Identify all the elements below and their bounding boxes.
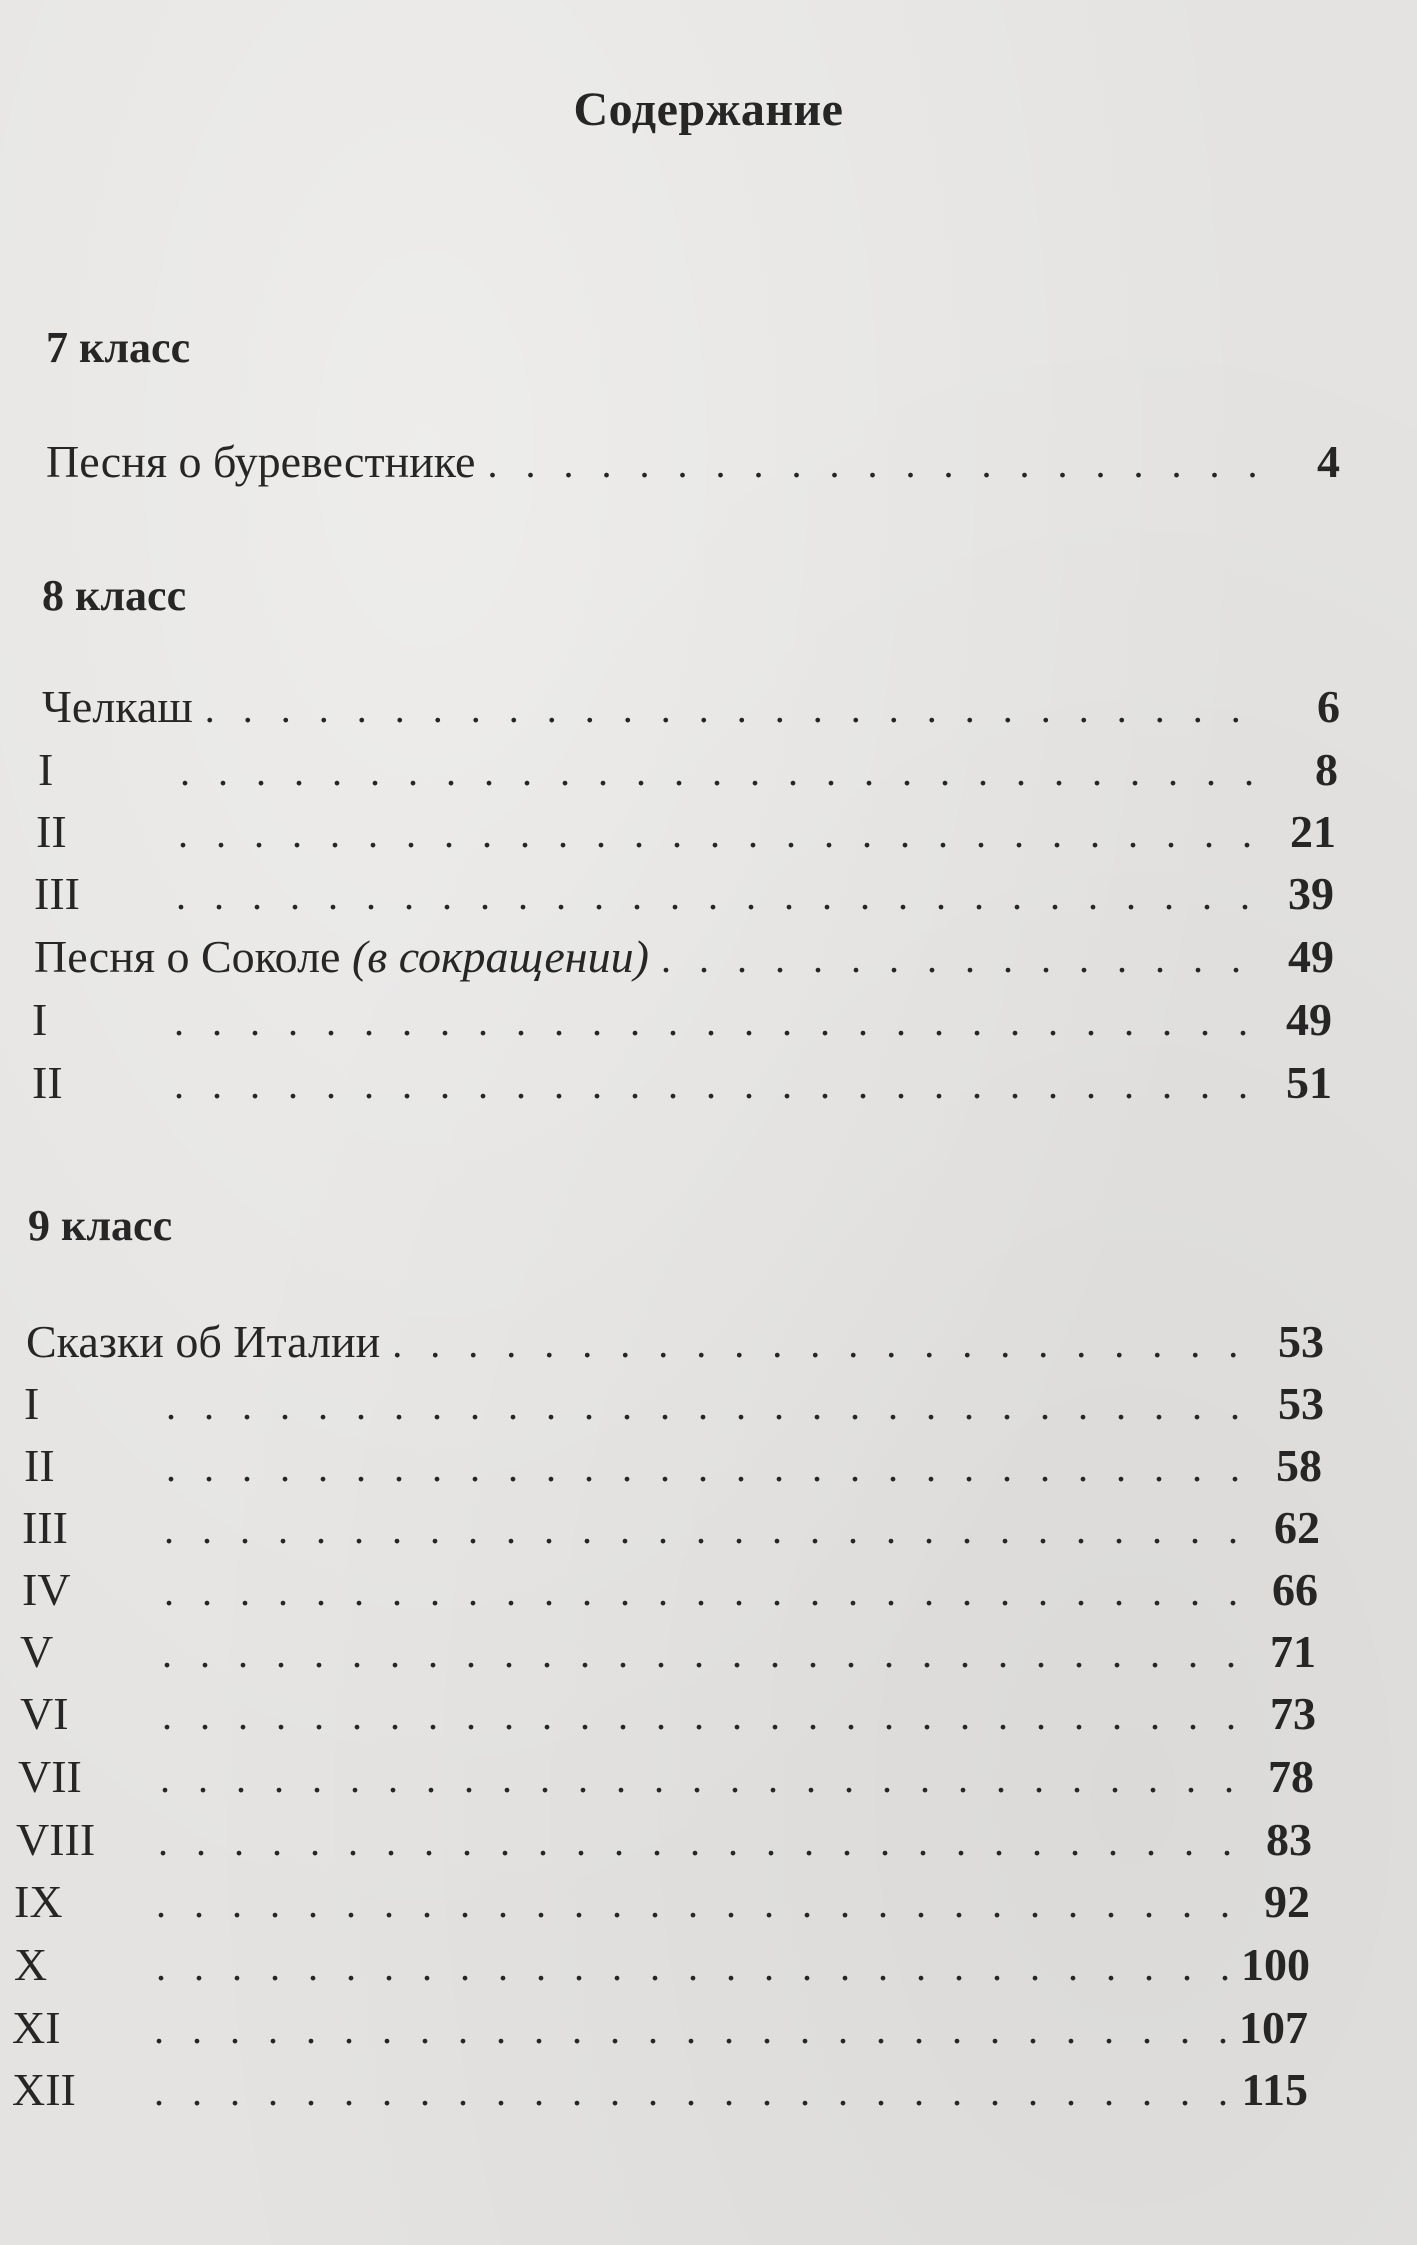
toc-entry-title: XI <box>12 2002 61 2053</box>
page-title: Содержание <box>573 83 844 136</box>
toc-entry-page: 107 <box>1239 2002 1308 2053</box>
toc-entry[interactable] <box>18 1747 1314 1807</box>
toc-entry-page: 21 <box>1290 806 1336 857</box>
toc-entry[interactable] <box>24 1374 1324 1434</box>
dot-leader <box>160 1749 1232 1809</box>
toc-entry[interactable] <box>20 1684 1316 1744</box>
toc-entry-title: II <box>24 1440 55 1491</box>
toc-entry[interactable] <box>22 1498 1320 1558</box>
dot-leader <box>162 1686 1234 1746</box>
toc-entry-page: 100 <box>1241 1939 1310 1990</box>
toc-entry-title: IV <box>22 1564 71 1615</box>
toc-entry-title: I <box>38 744 54 795</box>
toc-entry-page: 66 <box>1272 1564 1318 1615</box>
toc-entry-title: II <box>36 806 67 857</box>
toc-entry-page: 4 <box>1317 436 1340 487</box>
toc-entry-page: 49 <box>1286 994 1332 1045</box>
toc-entry[interactable] <box>14 1872 1310 1932</box>
toc-entry-page: 49 <box>1288 931 1334 982</box>
toc-entry-page: 51 <box>1286 1057 1332 1108</box>
toc-entry-title: Сказки об Италии <box>26 1316 381 1367</box>
dot-leader <box>164 1500 1238 1560</box>
toc-entry[interactable] <box>34 927 1334 987</box>
dot-leader <box>205 679 1258 739</box>
dot-leader <box>487 434 1258 494</box>
toc-entry-page: 8 <box>1315 744 1338 795</box>
toc-entry-page: 62 <box>1274 1502 1320 1553</box>
dot-leader <box>154 2000 1226 2060</box>
toc-entry-title-note: (в сокращении) <box>351 931 649 982</box>
toc-entry-title-main: Песня о Соколе <box>34 931 341 982</box>
toc-entry[interactable] <box>34 864 1334 924</box>
toc-entry-page: 92 <box>1264 1876 1310 1927</box>
dot-leader <box>174 992 1250 1052</box>
toc-entry[interactable] <box>32 1053 1332 1113</box>
toc-entry[interactable] <box>24 1436 1322 1496</box>
dot-leader <box>176 866 1252 926</box>
toc-entry[interactable] <box>36 802 1336 862</box>
toc-entry-page: 78 <box>1268 1751 1314 1802</box>
toc-entry[interactable] <box>14 1935 1310 1995</box>
toc-entry[interactable] <box>32 990 1332 1050</box>
toc-entry[interactable] <box>38 740 1338 800</box>
dot-leader <box>392 1314 1242 1374</box>
dot-leader <box>164 1562 1236 1622</box>
toc-entry[interactable] <box>20 1622 1316 1682</box>
toc-entry[interactable] <box>42 677 1340 737</box>
toc-entry-page: 115 <box>1241 2064 1308 2115</box>
dot-leader <box>178 804 1254 864</box>
section-heading-8: 8 класс <box>42 571 187 620</box>
toc-entry-title: VII <box>18 1751 82 1802</box>
toc-entry-title: X <box>14 1939 48 1990</box>
toc-entry-title: I <box>24 1378 40 1429</box>
dot-leader <box>156 1874 1228 1934</box>
dot-leader <box>154 2062 1226 2122</box>
dot-leader <box>162 1624 1234 1684</box>
toc-entry-title: I <box>32 994 48 1045</box>
toc-entry-page: 58 <box>1276 1440 1322 1491</box>
toc-entry[interactable] <box>22 1560 1318 1620</box>
toc-entry-title: VI <box>20 1688 69 1739</box>
toc-entry-title: Песня о буревестнике <box>46 436 476 487</box>
toc-entry-page: 6 <box>1317 681 1340 732</box>
toc-entry-title <box>34 927 649 987</box>
dot-leader <box>661 929 1252 989</box>
toc-entry[interactable] <box>12 2060 1308 2120</box>
toc-entry[interactable] <box>12 1998 1308 2058</box>
toc-entry-title: IX <box>14 1876 63 1927</box>
toc-entry-title: II <box>32 1057 63 1108</box>
dot-leader <box>166 1438 1240 1498</box>
toc-entry-title: III <box>34 868 80 919</box>
toc-entry-title: III <box>22 1502 68 1553</box>
dot-leader <box>166 1376 1242 1436</box>
toc-entry-page: 73 <box>1270 1688 1316 1739</box>
section-heading-9: 9 класс <box>28 1201 173 1250</box>
toc-entry[interactable] <box>16 1810 1312 1870</box>
toc-entry[interactable] <box>26 1312 1324 1372</box>
toc-entry-page: 53 <box>1278 1316 1324 1367</box>
toc-entry-title: V <box>20 1626 54 1677</box>
toc-entry-page: 83 <box>1266 1814 1312 1865</box>
dot-leader <box>156 1937 1228 1997</box>
section-heading-7: 7 класс <box>46 323 191 372</box>
dot-leader <box>158 1812 1230 1872</box>
toc-entry-title: VIII <box>16 1814 96 1865</box>
toc-entry-title: Челкаш <box>42 681 193 732</box>
toc-entry-page: 71 <box>1270 1626 1316 1677</box>
dot-leader <box>180 742 1256 802</box>
toc-entry-page: 53 <box>1278 1378 1324 1429</box>
toc-entry-title: XII <box>12 2064 76 2115</box>
toc-entry-page: 39 <box>1288 868 1334 919</box>
toc-entry[interactable] <box>46 432 1340 492</box>
dot-leader <box>174 1055 1250 1115</box>
